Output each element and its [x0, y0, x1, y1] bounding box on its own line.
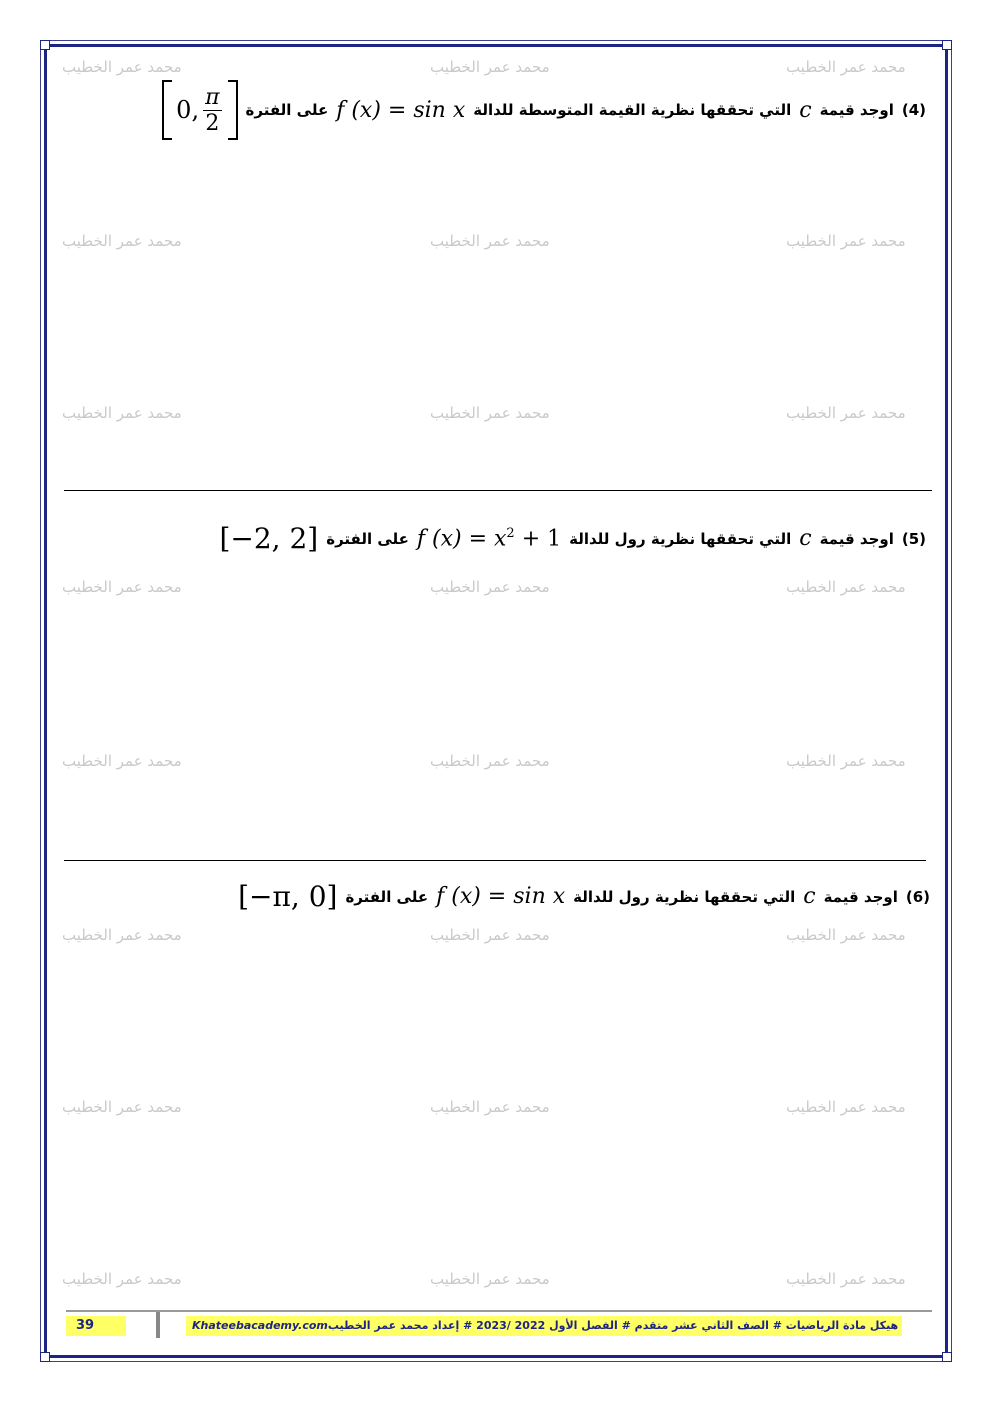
- watermark: محمد عمر الخطيب: [786, 578, 906, 596]
- function-base: f (x) = x: [416, 526, 507, 552]
- watermark-row: [0, 404, 992, 428]
- watermark: محمد عمر الخطيب: [62, 58, 182, 76]
- footer-line: [66, 1310, 932, 1312]
- footer-divider: [156, 1312, 160, 1338]
- question-number: (6): [905, 887, 930, 906]
- question-6: [238, 880, 930, 913]
- watermark: محمد عمر الخطيب: [430, 578, 550, 596]
- variable-c: c: [799, 526, 812, 551]
- variable-c: c: [803, 884, 816, 909]
- watermark-row: [0, 58, 992, 82]
- question-5: [219, 522, 926, 555]
- function-exponent: 2: [506, 525, 515, 541]
- question-text: على الفترة: [326, 529, 409, 548]
- function-expression: [417, 526, 561, 551]
- watermark: محمد عمر الخطيب: [430, 752, 550, 770]
- watermark-row: [0, 578, 992, 602]
- watermark: محمد عمر الخطيب: [62, 1098, 182, 1116]
- interval-expression: [162, 80, 237, 140]
- watermark: محمد عمر الخطيب: [62, 752, 182, 770]
- watermark: محمد عمر الخطيب: [786, 1098, 906, 1116]
- watermark-row: [0, 1098, 992, 1122]
- footer-website: Khateebacademy.com: [192, 1319, 328, 1332]
- fraction-numerator: π: [205, 84, 220, 110]
- bracket-right: [228, 80, 238, 140]
- interval-left: 0,: [176, 96, 200, 124]
- watermark: محمد عمر الخطيب: [430, 404, 550, 422]
- footer-description: هيكل مادة الرياضيات # الصف الثاني عشر متقدم # الفصل الأول 2022 /2023 # إعداد محمد عمر الخطيب: [327, 1319, 899, 1332]
- watermark-row: [0, 1270, 992, 1294]
- watermark: محمد عمر الخطيب: [786, 1270, 906, 1288]
- watermark: محمد عمر الخطيب: [430, 58, 550, 76]
- watermark: محمد عمر الخطيب: [430, 926, 550, 944]
- watermark: محمد عمر الخطيب: [62, 404, 182, 422]
- section-divider: [64, 860, 926, 861]
- watermark: محمد عمر الخطيب: [786, 752, 906, 770]
- watermark: محمد عمر الخطيب: [62, 926, 182, 944]
- watermark-row: [0, 926, 992, 950]
- function-tail: + 1: [521, 526, 562, 552]
- watermark: محمد عمر الخطيب: [430, 1270, 550, 1288]
- function-expression: f (x) = sin x: [336, 97, 466, 123]
- question-text: التي تحققها نظرية القيمة المتوسطة للدالة: [473, 101, 792, 119]
- function-expression: f (x) = sin x: [436, 884, 566, 909]
- watermark: محمد عمر الخطيب: [786, 232, 906, 250]
- frame-corner-bl: [40, 1352, 50, 1362]
- frame-corner-br: [942, 1352, 952, 1362]
- question-text: اوجد قيمة: [819, 529, 894, 548]
- question-text: اوجد قيمة: [823, 887, 898, 906]
- interval-expression: [−π, 0]: [238, 880, 338, 913]
- watermark: محمد عمر الخطيب: [62, 1270, 182, 1288]
- watermark: محمد عمر الخطيب: [786, 404, 906, 422]
- question-text: التي تحققها نظرية رول للدالة: [573, 887, 796, 906]
- frame-corner-tr: [942, 40, 952, 50]
- watermark: محمد عمر الخطيب: [62, 578, 182, 596]
- fraction-denominator: 2: [205, 110, 220, 136]
- watermark: محمد عمر الخطيب: [430, 1098, 550, 1116]
- interval-fraction: [203, 85, 221, 136]
- watermark: محمد عمر الخطيب: [62, 232, 182, 250]
- question-4: [162, 80, 926, 140]
- variable-c: c: [799, 97, 812, 123]
- question-text: على الفترة: [245, 101, 329, 119]
- footer-banner: [186, 1316, 902, 1336]
- frame-corner-tl: [40, 40, 50, 50]
- page-number: 39: [66, 1316, 126, 1336]
- interval-expression: [−2, 2]: [219, 522, 319, 555]
- question-text: على الفترة: [345, 887, 429, 906]
- watermark: محمد عمر الخطيب: [430, 232, 550, 250]
- watermark-row: [0, 232, 992, 256]
- question-number: (5): [901, 529, 926, 548]
- section-divider: [64, 490, 932, 491]
- question-text: اوجد قيمة: [819, 101, 894, 119]
- watermark: محمد عمر الخطيب: [786, 58, 906, 76]
- bracket-left: [162, 80, 172, 140]
- watermark: محمد عمر الخطيب: [786, 926, 906, 944]
- question-text: التي تحققها نظرية رول للدالة: [569, 529, 792, 548]
- question-number: (4): [901, 101, 926, 119]
- watermark-row: [0, 752, 992, 776]
